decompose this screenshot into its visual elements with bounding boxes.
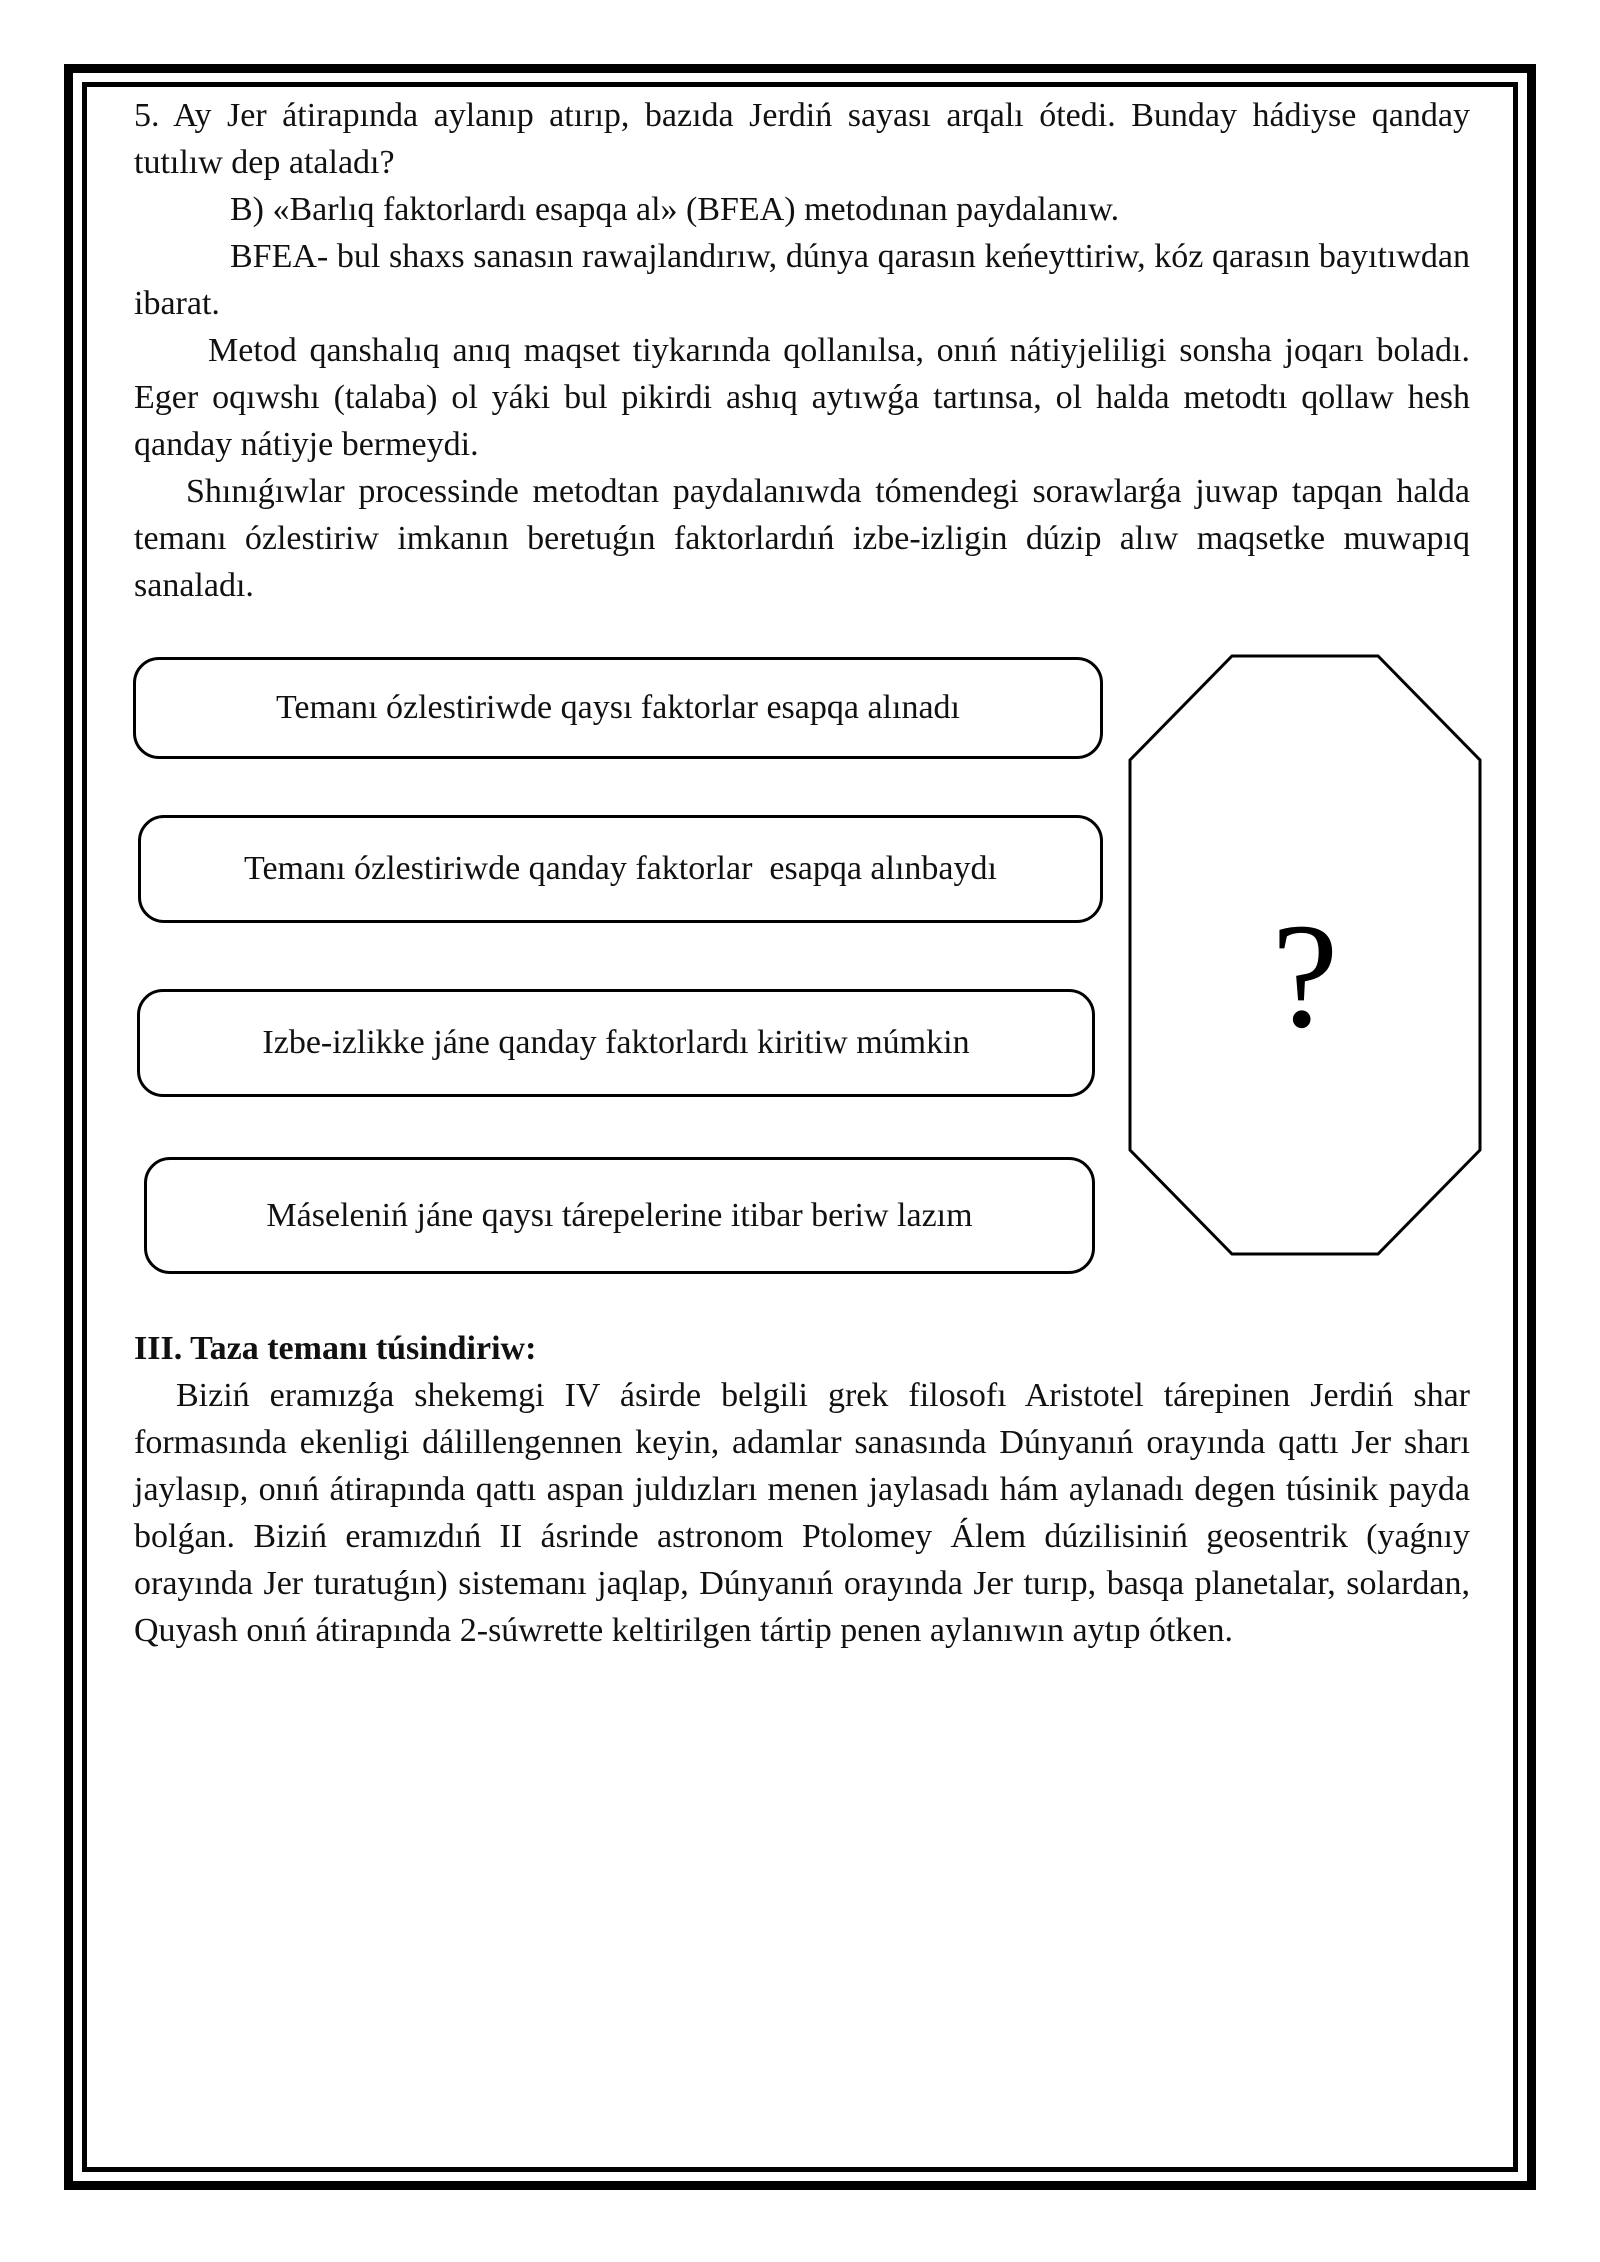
section-3-paragraph: Biziń eramızǵa shekemgi IV ásirde belgili grek filosofı Aristotel tárepinen Jerdiń shar formasında ekenligi dálillengennen keyin, adamlar sanasında Dúnyanıń orayında qattı Jer sharı jaylasıp, onıń átirapında qattı aspan juldızları menen jaylasadı hám aylanadı degen túsinik payda bolǵan. Biziń eramızdıń II ásrinde astronom Ptolomey Álem dúzilisiniń geosentrik (yaǵnıy orayında Jer turatuǵın) sistemanı jaqlap, Dúnyanıń orayında Jer turıp, basqa planetalar, solardan, Quyash onıń átirapında 2-súwrette keltirilgen tártip penen aylanıwın aytıp ótken. bbox=[134, 1377, 1470, 1649]
factor-box-4: Máseleniń jáne qaysı tárepelerine itibar beriw lazım bbox=[144, 1157, 1095, 1274]
question-octagon bbox=[1127, 654, 1483, 1256]
section-3-title: III. Taza temanı túsindiriw: bbox=[134, 1330, 537, 1367]
factor-box-1: Temanı ózlestiriwde qaysı faktorlar esapqa alınadı bbox=[133, 657, 1103, 759]
factor-box-2: Temanı ózlestiriwde qanday faktorlar esapqa alınbaydı bbox=[138, 815, 1103, 923]
method-effect: Metod qanshalıq anıq maqset tiykarında qollanılsa, onıń nátiyjeliligi sonsha joqarı boladı. Eger oqıwshı (talaba) ol yáki bul pikirdi ashıq aytıwǵa tartınsa, ol halda metodtı qollaw hesh qanday nátiyje bermeydi. bbox=[134, 332, 1470, 463]
question-mark: ? bbox=[1271, 893, 1339, 1059]
factor-box-3: Izbe-izlikke jáne qanday faktorlardı kiritiw múmkin bbox=[137, 989, 1095, 1097]
question-5: 5. Ay Jer átirapında aylanıp atırıp, bazıda Jerdiń sayası arqalı ótedi. Bunday hádiyse qanday tutılıw dep ataladı? bbox=[134, 97, 1470, 181]
exercise-text: Shınıǵıwlar processinde metodtan paydalanıwda tómendegi sorawlarǵa juwap tapqan halda temanı ózlestiriw imkanın beretuǵın faktorlardıń izbe-izligin dúzip alıw maqsetke muwapıq sanaladı. bbox=[134, 473, 1470, 604]
bfea-definition: BFEA- bul shaxs sanasın rawajlandırıw, dúnya qarasın keńeyttiriw, kóz qarasın bayıtıwdan ibarat. bbox=[134, 238, 1470, 322]
method-heading: B) «Barlıq faktorlardı esapqa al» (BFEA) metodınan paydalanıw. bbox=[230, 191, 1120, 228]
intro-text bbox=[134, 92, 1470, 609]
section-3-body bbox=[134, 1372, 1470, 1654]
